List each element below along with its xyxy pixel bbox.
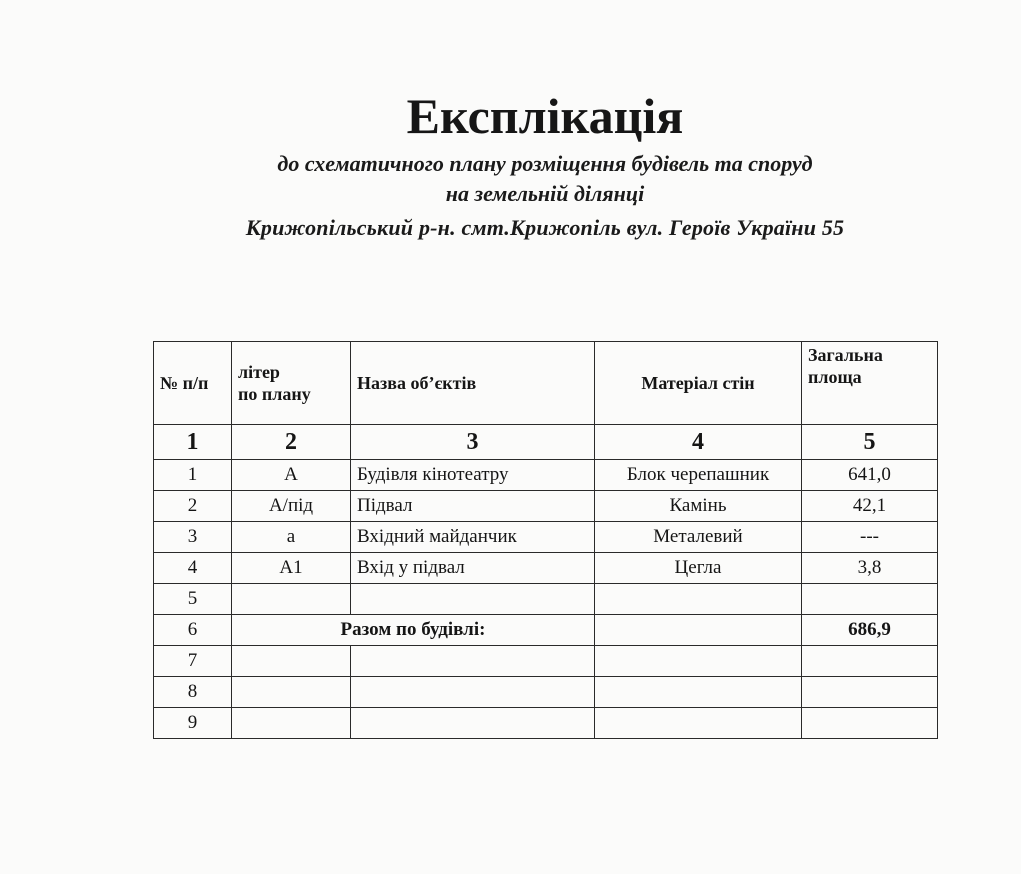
total-label: Разом по будівлі: [232,615,595,646]
address-line: Крижопільський р-н. смт.Крижопіль вул. Героїв України 55 [245,215,845,240]
row-num: 9 [154,708,232,739]
row-num: 7 [154,646,232,677]
row-name [351,646,595,677]
table-row [154,460,938,491]
header-liter-line1: літер [238,362,280,382]
explication-table [153,341,938,739]
header-area-line1: Загальна [808,345,883,365]
row-material [595,615,802,646]
row-area [802,708,938,739]
row-area: 42,1 [802,491,938,522]
row-name [351,584,595,615]
row-num: 5 [154,584,232,615]
header-name: Назва об’єктів [351,342,595,425]
row-liter [232,584,351,615]
row-name [351,708,595,739]
row-liter [232,708,351,739]
table-header-row [154,342,938,425]
row-liter [232,677,351,708]
column-number: 4 [595,425,802,460]
header-material: Матеріал стін [595,342,802,425]
table-row [154,646,938,677]
row-liter: А [232,460,351,491]
row-material [595,646,802,677]
total-row [154,615,938,646]
document-title: Експлікація [406,88,684,144]
row-liter: А1 [232,553,351,584]
row-area: 641,0 [802,460,938,491]
row-num: 8 [154,677,232,708]
row-num: 4 [154,553,232,584]
row-material: Камінь [595,491,802,522]
header-area [802,342,938,425]
row-num: 6 [154,615,232,646]
row-area [802,677,938,708]
row-liter: а [232,522,351,553]
row-material: Металевий [595,522,802,553]
subtitle-line-2: на земельній ділянці [445,181,645,206]
row-area: --- [802,522,938,553]
header-area-line2: площа [808,367,862,387]
row-name: Будівля кінотеатру [351,460,595,491]
row-material [595,677,802,708]
table-row [154,553,938,584]
subtitle-line-1: до схематичного плану розміщення будівель та споруд [277,151,813,176]
row-area: 3,8 [802,553,938,584]
row-name: Вхід у підвал [351,553,595,584]
row-material [595,708,802,739]
column-number: 3 [351,425,595,460]
column-number: 2 [232,425,351,460]
row-liter: А/під [232,491,351,522]
header-num: № п/п [154,342,232,425]
table-row [154,708,938,739]
row-material: Цегла [595,553,802,584]
header-liter [232,342,351,425]
total-area: 686,9 [802,615,938,646]
row-area [802,646,938,677]
row-num: 3 [154,522,232,553]
row-name [351,677,595,708]
column-number: 5 [802,425,938,460]
header-liter-line2: по плану [238,384,311,404]
column-number-row [154,425,938,460]
row-area [802,584,938,615]
table-row [154,491,938,522]
row-num: 1 [154,460,232,491]
row-material [595,584,802,615]
table-row [154,522,938,553]
row-liter [232,646,351,677]
table-row [154,584,938,615]
row-material: Блок черепашник [595,460,802,491]
column-number: 1 [154,425,232,460]
row-num: 2 [154,491,232,522]
table-row [154,677,938,708]
row-name: Вхідний майданчик [351,522,595,553]
row-name: Підвал [351,491,595,522]
